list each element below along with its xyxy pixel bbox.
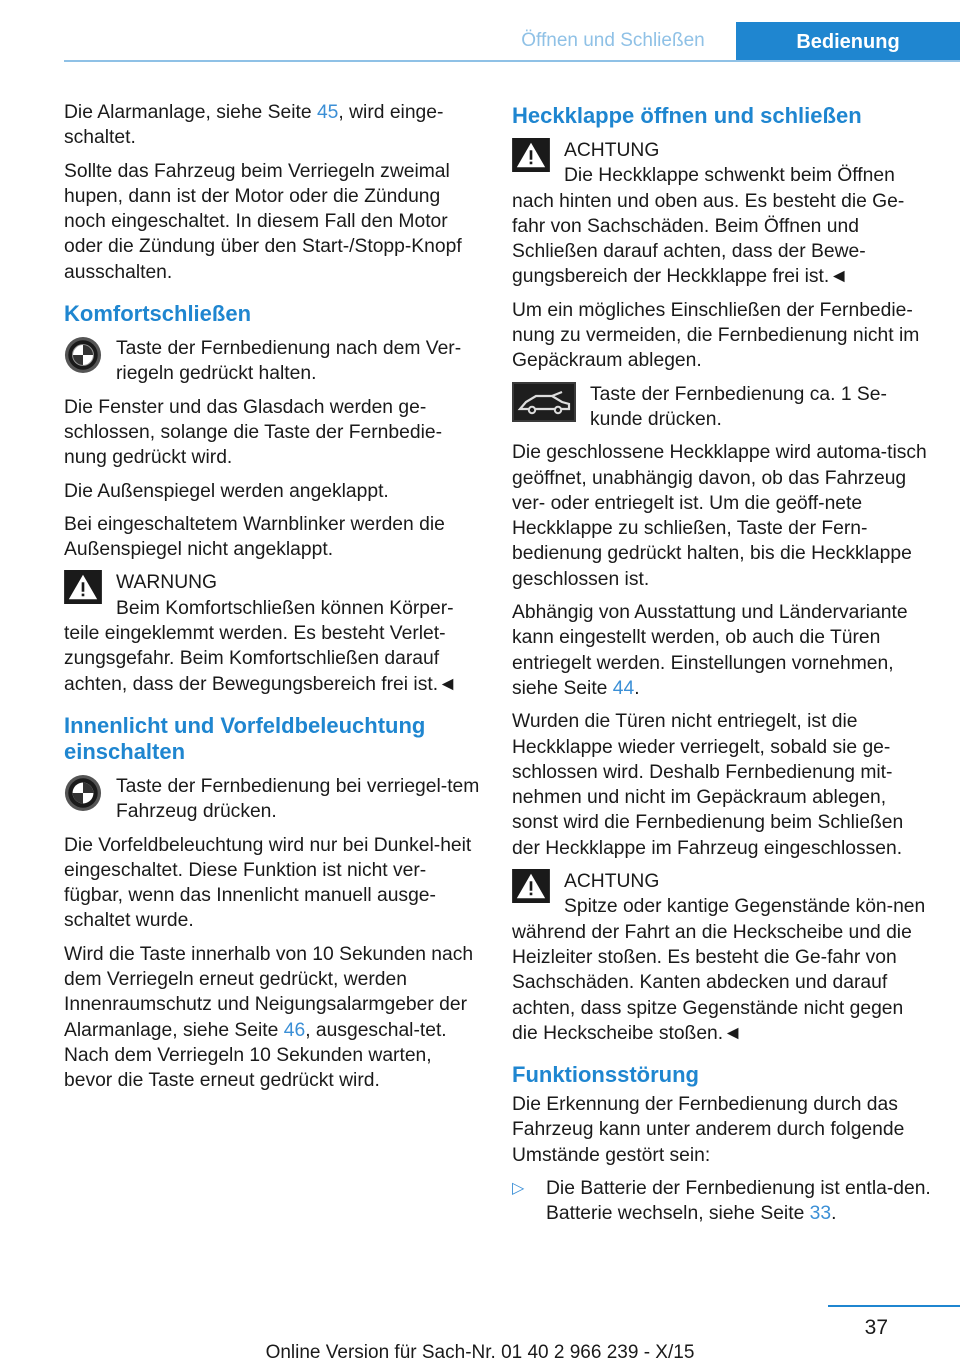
paragraph: Die Alarmanlage, siehe Seite 45, wird einge-schaltet. — [64, 102, 444, 149]
bmw-logo-icon — [64, 336, 102, 374]
bmw-logo-icon — [64, 774, 102, 812]
warning-label: WARNUNG — [116, 572, 218, 594]
footer-version-text: Online Version für Sach-Nr. 01 40 2 966 239 - X/15 — [265, 1342, 695, 1363]
paragraph: Abhängig von Ausstattung und Ländervariante kann eingestellt werden, ob auch die Türen entriegelt werden. Einstellungen vornehmen, siehe Seite 44. — [512, 602, 908, 699]
icon-paragraph: Taste der Fernbedienung ca. 1 Se-kunde drücken. — [512, 382, 932, 433]
paragraph: Um ein mögliches Einschließen der Fernbedie-nung zu vermeiden, die Fernbedienung nicht im Gepäckraum ablegen. — [512, 299, 920, 372]
warning-text: Beim Komfortschließen können Körper-teile eingeklemmt werden. Es besteht Verlet-zungsgefahr. Beim Komfortschließen darauf achten, dass der Bewegungsbereich frei ist.◄ — [64, 597, 458, 695]
right-column — [512, 100, 932, 1235]
header-divider — [64, 60, 960, 62]
paragraph: Die Außenspiegel werden angeklappt. — [64, 480, 389, 502]
caution-text: Spitze oder kantige Gegenstände kön-nen während der Fahrt an die Heckscheibe und die Heizleiter stoßen. Es besteht die Ge-fahr von Sachschäden. Kanten abdecken und darauf achten, dass spitze Gegenstände nicht gegen die Heckscheibe stoßen.◄ — [512, 896, 926, 1044]
page-link[interactable]: 33 — [809, 1203, 832, 1225]
heading-heckklappe: Heckklappe öffnen und schließen — [512, 103, 862, 128]
page-link[interactable]: 45 — [316, 102, 339, 123]
heading-komfortschliessen: Komfortschließen — [64, 301, 252, 327]
footer-divider — [828, 1305, 960, 1307]
list-item: ▷ Die Batterie der Fernbedienung ist entla-den. Batterie wechseln, siehe Seite 33. — [512, 1177, 931, 1225]
header-section-title: Öffnen und Schließen — [521, 30, 705, 51]
triangle-bullet-icon: ▷ — [512, 1179, 525, 1197]
paragraph: Bei eingeschaltetem Warnblinker werden die Außenspiegel nicht angeklappt. — [64, 513, 445, 561]
page-header — [0, 0, 960, 62]
caution-box — [512, 138, 932, 290]
left-column — [64, 100, 480, 1102]
paragraph: Die Vorfeldbeleuchtung wird nur bei Dunkel-heit eingeschaltet. Diese Funktion ist nicht ver-fügbar, wenn das Innenlicht manuell ausge-schaltet wurde. — [64, 834, 472, 932]
warning-triangle-icon — [512, 138, 550, 172]
warning-box — [64, 570, 480, 696]
caution-box — [512, 869, 932, 1046]
page-link[interactable]: 46 — [283, 1019, 306, 1041]
paragraph: Die Fenster und das Glasdach werden ge-schlossen, solange die Taste der Fernbedie-nung gedrückt wird. — [64, 396, 442, 469]
icon-paragraph: Taste der Fernbedienung nach dem Ver-riegeln gedrückt halten. — [64, 336, 480, 387]
caution-label: ACHTUNG — [564, 871, 660, 893]
icon-paragraph: Taste der Fernbedienung bei verriegel-tem Fahrzeug drücken. — [64, 774, 480, 825]
warning-triangle-icon — [512, 869, 550, 903]
page-number: 37 — [864, 1316, 888, 1339]
paragraph: Wurden die Türen nicht entriegelt, ist die Heckklappe wieder verriegelt, sobald sie ge-schlossen wird. Deshalb Fernbedienung mit-nehmen und nicht im Gepäckraum ablegen, sonst wird die Fernbedienung beim Schließen der Heckklappe im Fahrzeug eingeschlossen. — [512, 711, 904, 859]
paragraph: Sollte das Fahrzeug beim Verriegeln zweimal hupen, dann ist der Motor oder die Zündung noch eingeschaltet. In diesem Fall den Motor oder die Zündung über den Start-/Stopp-Knopf ausschalten. — [64, 160, 462, 283]
tailgate-key-icon — [512, 382, 576, 422]
heading-innenlicht: Innenlicht und Vorfeldbeleuchtung einschalten — [64, 712, 426, 764]
paragraph: Die geschlossene Heckklappe wird automa-tisch geöffnet, unabhängig davon, ob das Fahrzeug ver- oder entriegelt ist. Um die geöff-nete Heckklappe zu schließen, Taste der Fern-bedienung gedrückt halten, bis die Heckklappe geschlossen ist. — [512, 442, 927, 590]
caution-label: ACHTUNG — [564, 140, 660, 161]
warning-triangle-icon — [64, 570, 102, 604]
caution-text: Die Heckklappe schwenkt beim Öffnen nach hinten und oben aus. Es besteht die Ge-fahr von Sachschäden. Beim Öffnen und Schließen darauf achten, dass der Bewe-gungsbereich der Heckklappe frei ist.◄ — [512, 165, 905, 288]
header-chapter-tab: Bedienung — [736, 22, 960, 62]
paragraph: Die Erkennung der Fernbedienung durch das Fahrzeug kann unter anderem durch folgende Umstände gestört sein: — [512, 1094, 905, 1166]
heading-funktionsstoerung: Funktionsstörung — [512, 1062, 699, 1088]
page-link[interactable]: 44 — [612, 677, 635, 699]
paragraph: Wird die Taste innerhalb von 10 Sekunden nach dem Verriegeln erneut gedrückt, werden Innenraumschutz und Neigungsalarmgeber der Alarmanlage, siehe Seite 46, ausgeschal-tet. Nach dem Verriegeln 10 Sekunden warten, bevor die Taste erneut gedrückt wird. — [64, 943, 474, 1092]
